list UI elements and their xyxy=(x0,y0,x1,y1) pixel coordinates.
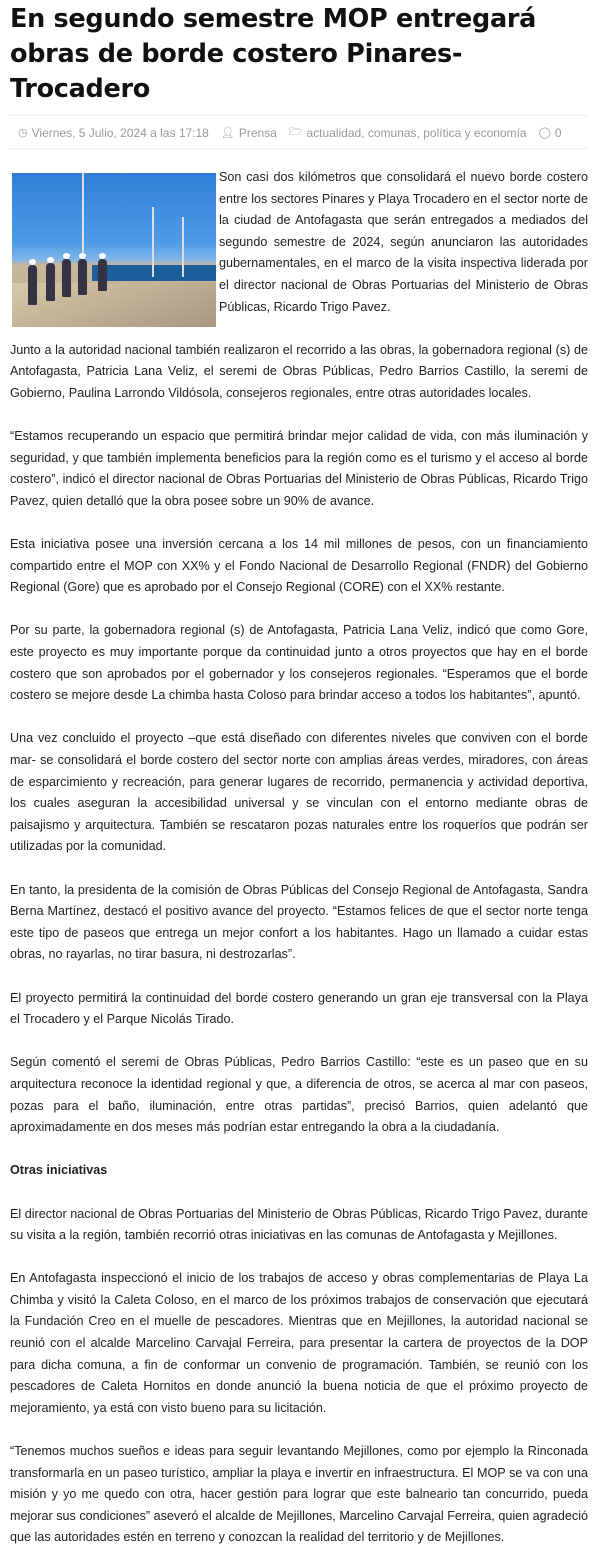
meta-author[interactable]: 👤︎ Prensa xyxy=(220,125,277,140)
meta-date: ◷ Viernes, 5 Julio, 2024 a las 17:18 xyxy=(18,125,209,140)
user-icon: 👤︎ xyxy=(220,127,235,139)
clock-icon: ◷ xyxy=(18,127,28,139)
paragraph: En tanto, la presidenta de la comisión de Obras Públicas del Consejo Regional de Antofagasta, Sandra Berna Martínez, destacó el positivo avance del proyecto. “Estamos felices de que el sector norte tenga este tipo de paseos que entrega un mejor confort a los habitantes. Hago un llamado a cuidar estas obras, no rayarlas, no tirar basura, ni destrozarlas”. xyxy=(10,882,588,962)
paragraph: “Estamos recuperando un espacio que permitirá brindar mejor calidad de vida, con más iluminación y seguridad, y que también implementa beneficios para la región como es el turismo y el acceso al borde costero”, indicó el director nacional de Obras Portuarias del Ministerio de Obras Públicas, Ricardo Trigo Pavez, quien detalló que la obra posee sobre un 90% de avance. xyxy=(10,429,588,508)
paragraph: En Antofagasta inspeccionó el inicio de los trabajos de acceso y obras complementarias de Playa La Chimba y visitó la Caleta Coloso, en el marco de los próximos trabajos de conservación que ejecutará la Fundación Creo en el muelle de pescadores. Mientras que en Mejillones, la autoridad nacional se reunió con el alcalde Marcelino Carvajal Ferreira, para presentar la cartera de proyectos de la DOP para dicha comuna, a fin de conformar un convenio de programación. También, se reunió con los pescadores de Caleta Hornitos en donde anunció la buena noticia de que el próximo proyecto de mejoramiento, ya está con visto bueno para su licitación. xyxy=(10,1271,588,1415)
paragraph: Una vez concluido el proyecto –que está diseñado con diferentes niveles que conviven con el borde mar- se consolidará el borde costero del sector norte con amplias áreas verdes, miradores, con áreas de esparcimiento y recreación, para generar lugares de recorrido, permanencia y actividad deportiva, los cuales aseguran la accesibilidad universal y se vinculan con el entorno mediante obras de paisajismo y arquitectura. También se rescataron pozas naturales entre los roqueríos que podrán ser utilizadas por la comunidad. xyxy=(10,731,588,854)
paragraph: Según comentó el seremi de Obras Públicas, Pedro Barrios Castillo: “este es un paseo que en su arquitectura reconoce la identidad regional y que, a diferencia de otros, se acerca al mar con paseos, pozas para el baño, iluminación, entre otras partidas”, precisó Barrios, quien adelantó que aproximadamente en dos meses más podrían estar entregando la obra a la ciudadanía. xyxy=(10,1055,588,1135)
paragraph: Esta iniciativa posee una inversión cercana a los 14 mil millones de pesos, con un financiamiento compartido entre el MOP con XX% y el Fondo Nacional de Desarrollo Regional (FNDR) del Gobierno Regional (Gore) que es aprobado por el Consejo Regional (CORE) con el XX% restante. xyxy=(10,537,588,595)
folder-icon: 🗁 xyxy=(288,126,303,138)
article-meta xyxy=(10,115,588,149)
paragraph: “Tenemos muchos sueños e ideas para seguir levantando Mejillones, como por ejemplo la Rinconada transformarla en un paseo turístico, ampliar la playa e invertir en infraestructura. El MOP se va con una misión y yo me quedo con otra, hacer gestión para lograr que este balneario tan concurrido, pueda mejorar sus condiciones” aseveró el alcalde de Mejillones, Marcelino Carvajal Ferreira, quien agradeció que las autoridades estén en terreno y conozcan la realidad del territorio y de Mejillones. xyxy=(10,1444,588,1545)
comment-icon: ◯ xyxy=(538,127,551,139)
subheading: Otras iniciativas xyxy=(10,1163,108,1178)
paragraph: Por su parte, la gobernadora regional (s) de Antofagasta, Patricia Lana Veliz, indicó que como Gore, este proyecto es muy importante porque da continuidad junto a otros proyectos que hay en el borde costero que son aprobados por el gobernador y los consejeros regionales. “Esperamos que el borde costero se mejore desde La chimba hasta Coloso para brindar acceso a todos los habitantes”, apuntó. xyxy=(10,623,588,703)
meta-categories[interactable]: 🗁 actualidad, comunas, política y economía xyxy=(289,123,527,142)
paragraph: Son casi dos kilómetros que consolidará el nuevo borde costero entre los sectores Pinares y Playa Trocadero en el sector norte de la ciudad de Antofagasta que serán entregados a mediados del segundo semestre de 2024, según anunciaron las autoridades gubernamentales, en el marco de la visita inspectiva liderada por el director nacional de Obras Portuarias del Ministerio de Obras Públicas, Ricardo Trigo Pavez. xyxy=(219,170,588,314)
article-body xyxy=(10,167,588,1549)
paragraph: Junto a la autoridad nacional también realizaron el recorrido a las obras, la gobernadora regional (s) de Antofagasta, Patricia Lana Veliz, el seremi de Obras Públicas, Pedro Barrios Castillo, la seremi de Gobierno, Paulina Larrondo Vildósola, consejeros regionales, entre otras autoridades locales. xyxy=(10,342,588,400)
article-photo xyxy=(12,173,216,327)
paragraph: El director nacional de Obras Portuarias del Ministerio de Obras Públicas, Ricardo Trigo Pavez, durante su visita a la región, también recorrió otras iniciativas en las comunas de Antofagasta y Mejillones. xyxy=(10,1206,588,1243)
article xyxy=(0,2,600,1549)
meta-comments[interactable]: ◯ 0 xyxy=(538,125,562,140)
article-title: En segundo semestre MOP entregará obras de borde costero Pinares-Trocadero xyxy=(10,4,537,104)
paragraph: El proyecto permitirá la continuidad del borde costero generando un gran eje transversal con la Playa el Trocadero y el Parque Nicolás Tirado. xyxy=(10,990,588,1027)
